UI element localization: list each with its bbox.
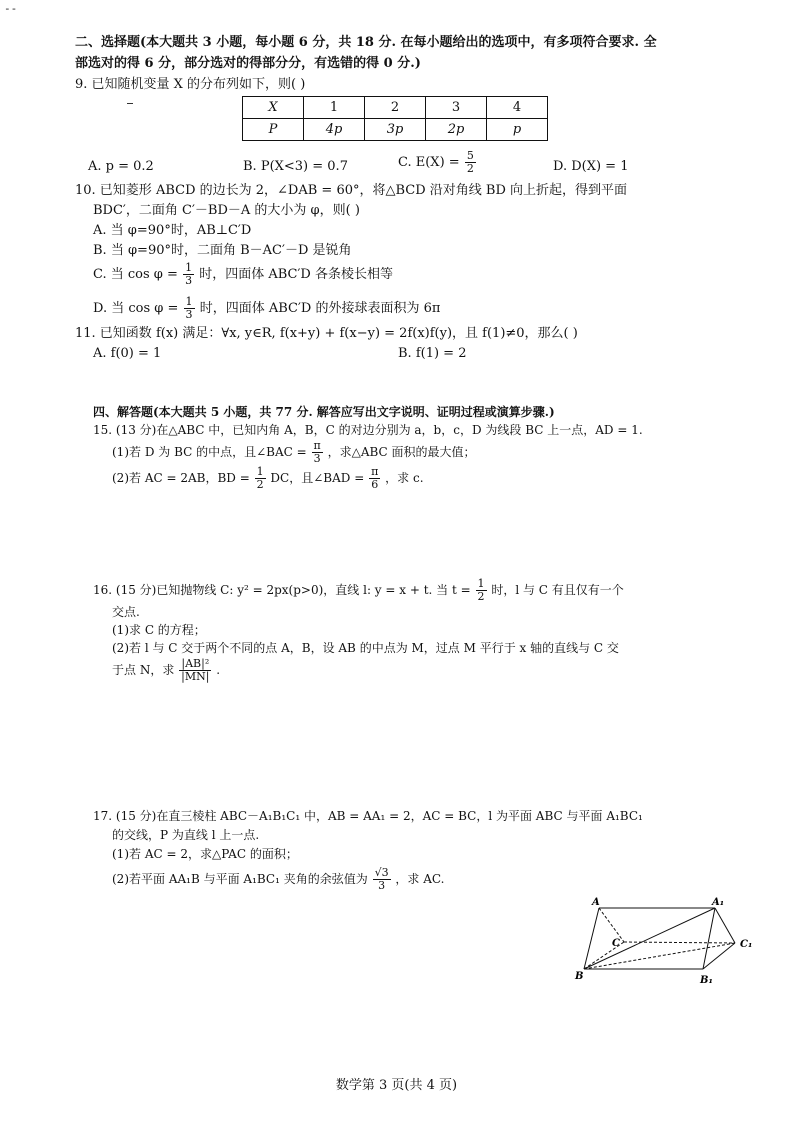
section2-header-line2: 部选对的得 6 分，部分选对的得部分分，有选错的得 0 分.) <box>75 56 421 71</box>
fraction <box>184 296 195 321</box>
q10-option-b: B. 当 φ=90°时，二面角 B－AC′－D 是锐角 <box>93 243 352 258</box>
fraction <box>465 150 476 175</box>
vertex-label: B₁ <box>700 975 713 986</box>
page-footer: 数学第 3 页(共 4 页) <box>335 1078 458 1093</box>
q10-stem-line1: 10. 已知菱形 ABCD 的边长为 2，∠DAB = 60°，将△BCD 沿对角线 BD 向上折起，得到平面 <box>75 183 628 198</box>
fraction-numerator: 1 <box>256 465 264 478</box>
fraction-denominator: 3 <box>185 274 193 287</box>
q10-option-c <box>93 262 393 287</box>
stray-mark <box>127 103 133 104</box>
vertex-label: A₁ <box>712 897 725 908</box>
table-row <box>243 97 548 119</box>
q15-part1-prefix: (1)若 D 为 BC 的中点，且∠BAC = <box>112 445 307 459</box>
q15-part1 <box>112 440 476 465</box>
q15-stem: 15. (13 分)在△ABC 中，已知内角 A，B，C 的对边分别为 a，b，c，D 为线段 BC 上一点，AD = 1. <box>93 423 643 437</box>
q15-part2-prefix: (2)若 AC = 2AB，BD = <box>112 471 254 485</box>
table-cell: 1 <box>304 97 365 119</box>
q15-part2-suffix: ，求 c. <box>385 471 424 485</box>
table-row <box>243 119 548 141</box>
edge-AC-hidden <box>599 908 624 942</box>
fraction-denominator: 3 <box>185 308 193 321</box>
edge-BA1 <box>584 908 715 969</box>
fraction-denominator: 2 <box>477 590 485 603</box>
q16-part2-cont <box>112 658 220 683</box>
q11-option-b: B. f(1) = 2 <box>398 346 467 361</box>
table-cell: p <box>487 119 548 141</box>
fraction <box>476 578 487 603</box>
table-cell: 4 <box>487 97 548 119</box>
edge-BC1-hidden <box>584 943 735 969</box>
corner-mark: -- <box>4 2 18 15</box>
fraction-numerator: |AB|² <box>179 658 211 671</box>
fraction-numerator: 5 <box>466 149 474 162</box>
section4-header: 四、解答题(本大题共 5 小题，共 77 分. 解答应写出文字说明、证明过程或演算步骤.) <box>93 405 555 419</box>
q10-option-a: A. 当 φ=90°时，AB⊥C′D <box>93 223 252 238</box>
fraction-denominator: 3 <box>313 452 321 465</box>
q16-stem-suffix: 时，l 与 C 有且仅有一个 <box>491 583 624 597</box>
fraction <box>369 466 380 491</box>
fraction-numerator: 1 <box>185 261 193 274</box>
q16-line2: 交点. <box>112 605 140 619</box>
q10-stem-line2: BDC′，二面角 C′－BD－A 的大小为 φ，则( ) <box>93 203 360 218</box>
q16-part2-suffix: . <box>216 663 221 677</box>
fraction-denominator: 2 <box>256 478 264 491</box>
table-cell: X <box>243 97 304 119</box>
fraction-numerator: 1 <box>185 295 193 308</box>
prism-figure <box>572 893 762 988</box>
q17-stem-line1: 17. (15 分)在直三棱柱 ABC－A₁B₁C₁ 中，AB = AA₁ = 2，AC = BC，l 为平面 ABC 与平面 A₁BC₁ <box>93 809 643 823</box>
fraction-numerator: π <box>313 439 321 452</box>
q17-part2-prefix: (2)若平面 AA₁B 与平面 A₁BC₁ 夹角的余弦值为 <box>112 872 368 886</box>
fraction-numerator: 1 <box>477 577 485 590</box>
fraction <box>255 466 266 491</box>
q9-option-a: A. p = 0.2 <box>88 159 154 174</box>
fraction-denominator: 3 <box>378 879 386 892</box>
prism-diagram <box>572 893 762 988</box>
q15-part2-mid: DC，且∠BAD = <box>270 471 365 485</box>
table-cell: 3p <box>365 119 426 141</box>
fraction <box>179 658 211 683</box>
q9-option-b: B. P(X<3) = 0.7 <box>243 159 348 174</box>
q11-stem: 11. 已知函数 f(x) 满足：∀x, y∈R, f(x+y) + f(x−y) = 2f(x)f(y)，且 f(1)≠0，那么( ) <box>75 326 578 341</box>
table-cell: 3 <box>426 97 487 119</box>
fraction-numerator: π <box>371 465 379 478</box>
q9-option-c <box>398 150 477 175</box>
q15-part1-suffix: ，求△ABC 面积的最大值； <box>327 445 476 459</box>
q10-option-d-suffix: 时，四面体 ABC′D 的外接球表面积为 6π <box>199 301 441 316</box>
fraction <box>312 440 323 465</box>
q17-stem-line2: 的交线，P 为直线 l 上一点. <box>112 828 260 842</box>
q17-part1: (1)若 AC = 2，求△PAC 的面积； <box>112 847 298 861</box>
edge-A1B1 <box>703 908 715 969</box>
q9-option-c-prefix: C. E(X) = <box>398 155 460 170</box>
q15-part2 <box>112 466 424 491</box>
table-cell: 4p <box>304 119 365 141</box>
q17-part2 <box>112 867 444 892</box>
vertex-label: A <box>592 897 600 908</box>
q10-option-d-prefix: D. 当 cos φ = <box>93 301 179 316</box>
q16-stem <box>93 578 624 603</box>
table-cell: 2 <box>365 97 426 119</box>
q10-option-c-suffix: 时，四面体 ABC′D 各条棱长相等 <box>199 267 393 282</box>
fraction-denominator: 6 <box>371 478 379 491</box>
q16-stem-prefix: 16. (15 分)已知抛物线 C: y² = 2px(p>0)，直线 l: y = x + t. 当 t = <box>93 583 471 597</box>
fraction-denominator: 2 <box>466 162 474 175</box>
distribution-table <box>242 96 548 141</box>
vertex-label: B <box>575 971 584 982</box>
fraction <box>373 867 391 892</box>
fraction-numerator: √3 <box>374 866 389 879</box>
q16-part2-prefix: 于点 N，求 <box>112 663 175 677</box>
q10-option-d <box>93 296 440 321</box>
table-cell: P <box>243 119 304 141</box>
q9-stem: 9. 已知随机变量 X 的分布列如下，则( ) <box>75 77 306 92</box>
vertex-label: C <box>612 938 620 949</box>
fraction-denominator: |MN| <box>181 670 210 683</box>
q10-option-c-prefix: C. 当 cos φ = <box>93 267 178 282</box>
section2-header-line1: 二、选择题(本大题共 3 小题，每小题 6 分，共 18 分. 在每小题给出的选项中，有多项符合要求. 全 <box>75 35 657 50</box>
table-cell: 2p <box>426 119 487 141</box>
q11-option-a: A. f(0) = 1 <box>93 346 162 361</box>
edge-A1C1 <box>715 908 735 943</box>
vertex-label: C₁ <box>740 939 753 950</box>
fraction <box>183 262 194 287</box>
q9-option-d: D. D(X) = 1 <box>553 159 629 174</box>
q16-part2: (2)若 l 与 C 交于两个不同的点 A，B，设 AB 的中点为 M，过点 M 平行于 x 轴的直线与 C 交 <box>112 641 619 655</box>
q16-part1: (1)求 C 的方程； <box>112 623 206 637</box>
q17-part2-suffix: ，求 AC. <box>395 872 445 886</box>
